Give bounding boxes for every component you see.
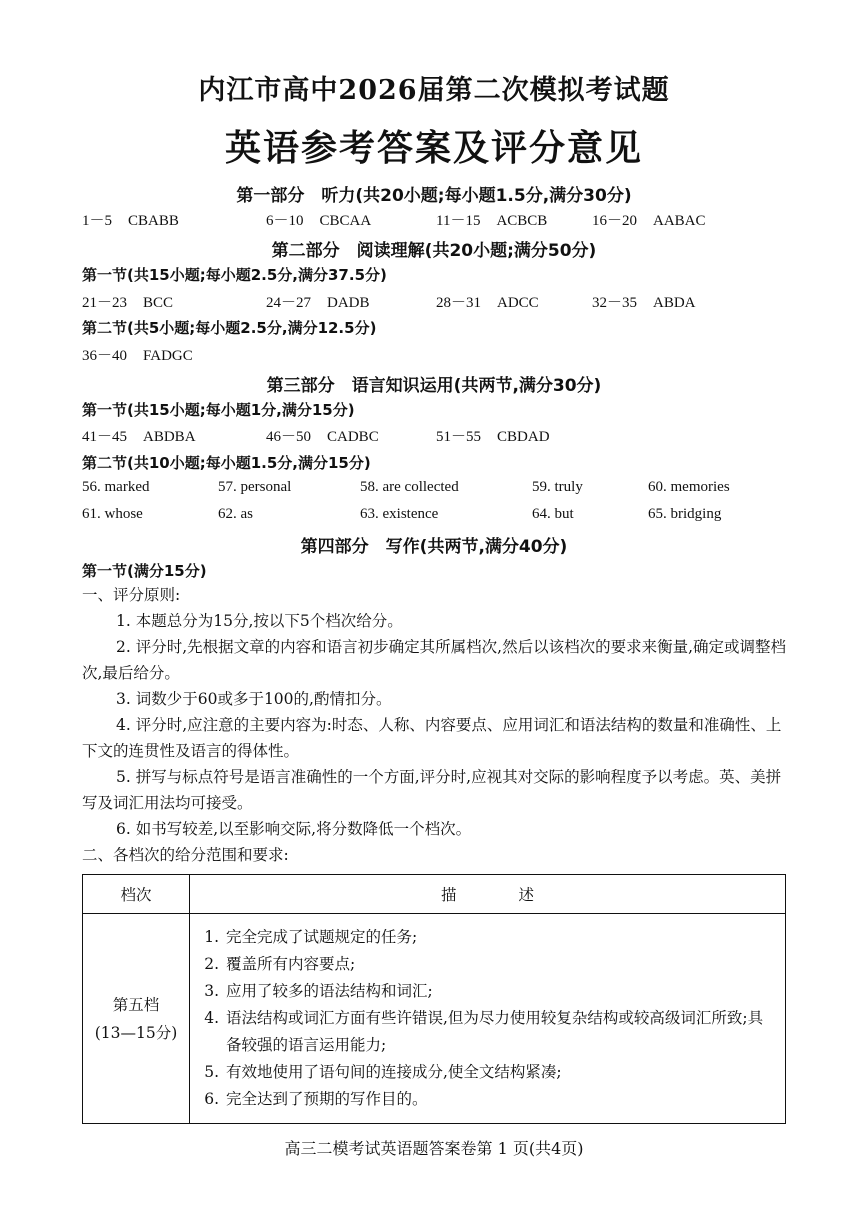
answer-keys: DADB	[327, 295, 370, 311]
fill-number: 64.	[532, 506, 551, 522]
fill-answer	[218, 479, 291, 496]
fill-word: memories	[670, 479, 730, 495]
scoring-principle: 5. 拼写与标点符号是语言准确性的一个方面,评分时,应视其对交际的影响程度予以考虑。英、美拼写及词汇用法均可接受。	[82, 768, 782, 812]
fill-word: but	[554, 506, 574, 522]
fill-answer	[532, 506, 574, 523]
answer-group	[82, 291, 173, 312]
fill-answer	[360, 479, 459, 496]
answer-range: 32－35	[592, 295, 638, 311]
answer-group	[82, 344, 193, 365]
part2-heading: 第二部分 阅读理解(共20小题;满分50分)	[271, 241, 597, 261]
answer-keys: FADGC	[143, 348, 193, 364]
part3-heading: 第三部分 语言知识运用(共两节,满分30分)	[266, 376, 602, 396]
fill-number: 57.	[218, 479, 237, 495]
answer-keys: AABAC	[653, 213, 706, 229]
answer-group	[436, 291, 539, 312]
answer-group	[436, 209, 547, 230]
grading-table	[82, 874, 786, 1124]
fill-number: 58.	[360, 479, 379, 495]
list-item: 5. 有效地使用了语句间的连接成分,使全文结构紧凑;	[224, 1059, 773, 1086]
scoring-principle: 3. 词数少于60或多于100的,酌情扣分。	[116, 690, 392, 708]
part4-section1-heading: 第一节(满分15分)	[82, 562, 207, 580]
answer-group	[266, 425, 379, 446]
answer-key-title: 英语参考答案及评分意见	[224, 127, 643, 169]
answer-group	[82, 209, 179, 230]
scoring-principle: 4. 评分时,应注意的主要内容为:时态、人称、内容要点、应用词汇和语法结构的数量和准确性、上下文的连贯性及语言的得体性。	[82, 716, 782, 760]
description-column-header: 描 述	[190, 875, 786, 914]
answer-group	[436, 425, 550, 446]
fill-number: 63.	[360, 506, 379, 522]
answer-group	[82, 425, 196, 446]
fill-answer	[82, 479, 149, 496]
requirement-list	[200, 924, 773, 1113]
answer-range: 41－45	[82, 429, 128, 445]
answer-range: 16－20	[592, 213, 638, 229]
description-cell	[190, 914, 786, 1124]
answer-keys: ADCC	[497, 295, 539, 311]
scoring-principle: 6. 如书写较差,以至影响交际,将分数降低一个档次。	[116, 820, 472, 838]
fill-answer	[648, 506, 721, 523]
exam-title: 内江市高中2026届第二次模拟考试题	[198, 75, 670, 106]
fill-number: 60.	[648, 479, 667, 495]
part2-section1-heading: 第一节(共15小题;每小题2.5分,满分37.5分)	[82, 266, 387, 284]
fill-word: whose	[104, 506, 143, 522]
answer-range: 21－23	[82, 295, 128, 311]
levels-heading: 二、各档次的给分范围和要求:	[82, 846, 289, 864]
answer-range: 51－55	[436, 429, 482, 445]
answer-keys: CBCAA	[319, 213, 372, 229]
list-item: 3. 应用了较多的语法结构和词汇;	[224, 978, 773, 1005]
fill-number: 59.	[532, 479, 551, 495]
fill-word: bridging	[670, 506, 722, 522]
list-item: 6. 完全达到了预期的写作目的。	[224, 1086, 773, 1113]
answer-keys: ACBCB	[496, 213, 548, 229]
fill-number: 61.	[82, 506, 101, 522]
fill-word: truly	[554, 479, 583, 495]
answer-range: 1－5	[82, 213, 113, 229]
level-score-range: (13—15分)	[94, 1023, 178, 1042]
fill-answer	[82, 506, 143, 523]
level-name: 第五档	[112, 995, 160, 1014]
table-header-row	[83, 875, 786, 914]
answer-keys: ABDA	[653, 295, 696, 311]
answer-keys: CBABB	[128, 213, 179, 229]
fill-word: as	[240, 506, 253, 522]
fill-answer	[532, 479, 583, 496]
fill-answer	[218, 506, 253, 523]
answer-range: 24－27	[266, 295, 312, 311]
part1-heading: 第一部分 听力(共20小题;每小题1.5分,满分30分)	[236, 186, 632, 206]
answer-range: 6－10	[266, 213, 304, 229]
page-footer: 高三二模考试英语题答案卷第 1 页(共4页)	[284, 1139, 584, 1158]
answer-range: 36－40	[82, 348, 128, 364]
answer-group	[592, 291, 696, 312]
level-column-header: 档次	[83, 875, 190, 914]
answer-keys: BCC	[143, 295, 174, 311]
list-item: 4. 语法结构或词汇方面有些许错误,但为尽力使用较复杂结构或较高级词汇所致;具备较强的语言运用能力;	[224, 1005, 773, 1059]
fill-answer	[648, 479, 730, 496]
scoring-principles-heading: 一、评分原则:	[82, 586, 181, 604]
answer-group	[266, 209, 371, 230]
fill-answer	[360, 506, 438, 523]
part2-section2-heading: 第二节(共5小题;每小题2.5分,满分12.5分)	[82, 319, 377, 337]
answer-keys: CBDAD	[497, 429, 550, 445]
answer-range: 46－50	[266, 429, 312, 445]
answer-keys: ABDBA	[143, 429, 196, 445]
list-item: 2. 覆盖所有内容要点;	[224, 951, 773, 978]
part3-section1-heading: 第一节(共15小题;每小题1分,满分15分)	[82, 401, 355, 419]
answer-group	[266, 291, 370, 312]
fill-word: marked	[104, 479, 150, 495]
table-row	[83, 914, 786, 1124]
answer-range: 28－31	[436, 295, 482, 311]
answer-group	[592, 209, 706, 230]
scoring-principle: 2. 评分时,先根据文章的内容和语言初步确定其所属档次,然后以该档次的要求来衡量,确定或调整档次,最后给分。	[82, 638, 786, 682]
fill-number: 56.	[82, 479, 101, 495]
part3-section2-heading: 第二节(共10小题;每小题1.5分,满分15分)	[82, 454, 371, 472]
answer-keys: CADBC	[327, 429, 379, 445]
fill-word: existence	[382, 506, 439, 522]
fill-word: personal	[240, 479, 292, 495]
fill-word: are collected	[382, 479, 459, 495]
scoring-principle: 1. 本题总分为15分,按以下5个档次给分。	[116, 612, 403, 630]
part4-heading: 第四部分 写作(共两节,满分40分)	[300, 537, 568, 557]
level-cell	[83, 914, 190, 1124]
fill-number: 65.	[648, 506, 667, 522]
list-item: 1. 完全完成了试题规定的任务;	[224, 924, 773, 951]
answer-range: 11－15	[436, 213, 481, 229]
fill-number: 62.	[218, 506, 237, 522]
